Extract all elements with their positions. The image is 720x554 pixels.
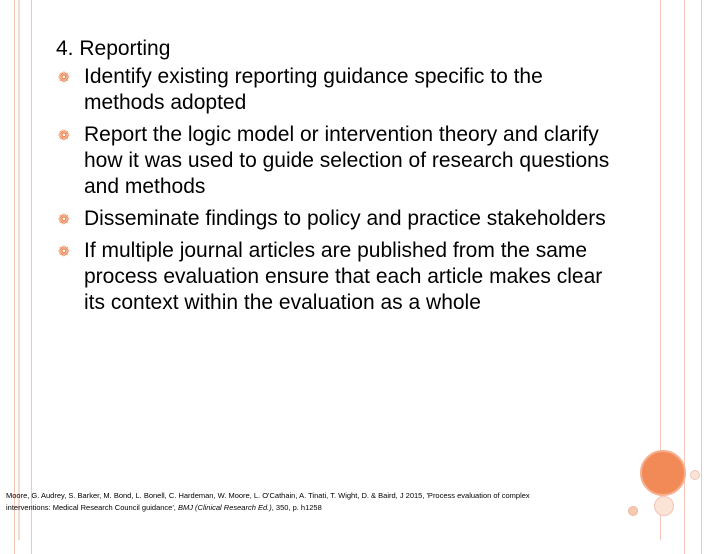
bullet-list	[56, 64, 616, 316]
gear-bullet-icon: ❁	[58, 243, 70, 259]
decorative-circle-large	[640, 450, 686, 496]
citation-details: , 350, p. h1258	[271, 503, 322, 512]
section-heading: 4. Reporting	[56, 37, 171, 60]
bullet-item	[56, 122, 616, 200]
bullet-item	[56, 206, 616, 232]
left-frame-inner-line	[18, 0, 20, 540]
decorative-circle-medium	[654, 496, 674, 516]
bullet-item	[56, 64, 616, 116]
decorative-circle-small	[628, 506, 638, 516]
left-frame-decoration	[14, 0, 32, 554]
gear-bullet-icon: ❁	[58, 211, 70, 227]
bullet-text: Report the logic model or intervention theory and clarify how it was used to guide selection of research questions and methods	[84, 123, 610, 198]
citation-authors: Moore, G. Audrey, S. Barker, M. Bond, L. Bonell, C. Hardeman, W. Moore, L. O'Cathain, A. Tinati, T. Wight, D. & Baird, J 2015, 'Process evaluation of complex interventions: Medical Research Council guidance',	[6, 491, 530, 512]
bullet-text: Disseminate findings to policy and practice stakeholders	[84, 207, 606, 230]
decorative-circle-tiny	[690, 470, 700, 480]
slide-content	[56, 36, 616, 322]
citation-journal: BMJ (Clinical Research Ed.)	[177, 503, 272, 512]
bullet-item	[56, 238, 616, 316]
gear-bullet-icon: ❁	[58, 69, 70, 85]
bullet-text: Identify existing reporting guidance specific to the methods adopted	[84, 65, 543, 114]
citation	[6, 490, 546, 514]
gear-bullet-icon: ❁	[58, 127, 70, 143]
bullet-text: If multiple journal articles are published from the same process evaluation ensure that each article makes clear its context within the evaluation as a whole	[84, 239, 603, 314]
